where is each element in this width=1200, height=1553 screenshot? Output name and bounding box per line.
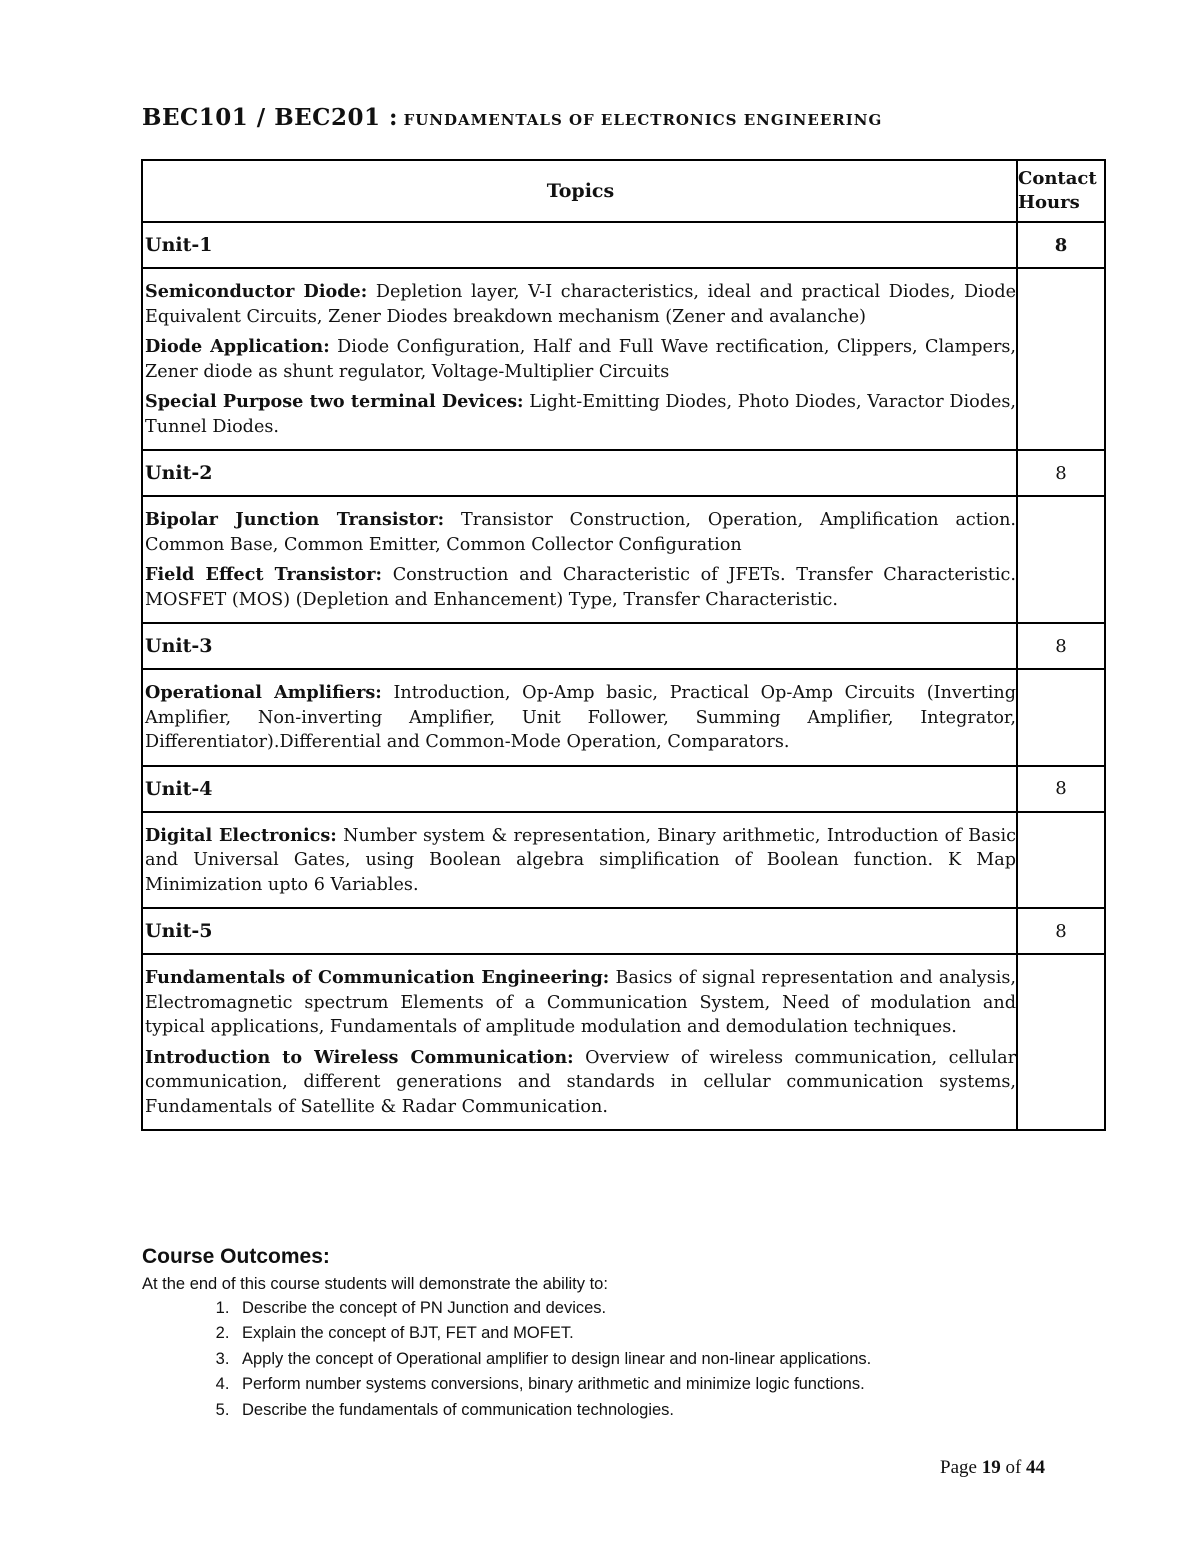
topic-text: Introduction, Op-Amp basic, Practical Op-Amp Circuits (Inverting Amplifier, Non-inverting Amplifier, Unit Follower, Summing Amplifier, Integrator, Differentiator).Differential and Common-Mode Operation, Comparators. <box>145 683 1016 752</box>
unit-topics-row <box>142 812 1105 909</box>
unit-row <box>142 623 1105 669</box>
page-title <box>142 104 882 131</box>
course-outcomes <box>142 1245 871 1423</box>
outcome-item: 4. Perform number systems conversions, binary arithmetic and minimize logic functions. <box>234 1372 871 1397</box>
topic-paragraph <box>145 508 1016 557</box>
outcome-item: 3. Apply the concept of Operational amplifier to design linear and non-linear applications. <box>234 1347 871 1372</box>
contact-hours-header <box>1017 160 1105 222</box>
unit-topics-hours-empty <box>1017 268 1105 450</box>
topic-text: Diode Configuration, Half and Full Wave rectification, Clippers, Clampers, Zener diode as shunt regulator, Voltage-Multiplier Circuits <box>145 337 1016 382</box>
topic-heading: Bipolar Junction Transistor: <box>145 509 445 530</box>
unit-label: Unit-1 <box>142 222 1017 268</box>
topics-header: Topics <box>142 160 1017 222</box>
unit-topics-cell <box>142 669 1017 766</box>
topic-paragraph <box>145 563 1016 612</box>
course-code: BEC101 / BEC201 : <box>142 104 398 131</box>
topic-paragraph <box>145 280 1016 329</box>
page-of: of <box>1005 1457 1022 1478</box>
unit-topics-cell <box>142 268 1017 450</box>
topic-text: Light-Emitting Diodes, Photo Diodes, Varactor Diodes, Tunnel Diodes. <box>145 392 1017 437</box>
unit-topics-row <box>142 954 1105 1130</box>
unit-label: Unit-5 <box>142 908 1017 954</box>
unit-topics-hours-empty <box>1017 954 1105 1130</box>
page-number <box>940 1457 1045 1479</box>
contact-hours-header-line1: Contact <box>1018 168 1097 189</box>
course-outcomes-list <box>142 1296 871 1423</box>
topic-text: Number system & representation, Binary arithmetic, Introduction of Basic and Universal Gates, using Boolean algebra simplification of Boolean function. K Map Minimization upto 6 Variables. <box>145 825 1017 895</box>
outcome-item: 5. Describe the fundamentals of communication technologies. <box>234 1398 871 1423</box>
topic-paragraph <box>145 824 1016 898</box>
unit-label: Unit-4 <box>142 766 1017 812</box>
topic-paragraph <box>145 681 1016 755</box>
topic-heading: Field Effect Transistor: <box>145 564 383 585</box>
topic-heading: Digital Electronics: <box>145 824 337 846</box>
topic-text: Depletion layer, V-I characteristics, ideal and practical Diodes, Diode Equivalent Circuits, Zener Diodes breakdown mechanism (Zener and avalanche) <box>145 282 1016 327</box>
contact-hours-header-line2: Hours <box>1018 192 1080 213</box>
unit-topics-row <box>142 669 1105 766</box>
topic-heading: Semiconductor Diode: <box>145 281 368 302</box>
syllabus-table <box>141 159 1106 1131</box>
unit-row <box>142 222 1105 268</box>
topic-paragraph <box>145 966 1016 1040</box>
course-title: FUNDAMENTALS OF ELECTRONICS ENGINEERING <box>403 111 883 129</box>
topic-text: Construction and Characteristic of JFETs. Transfer Characteristic. MOSFET (MOS) (Depletion and Enhancement) Type, Transfer Characteristic. <box>145 565 1016 610</box>
unit-hours: 8 <box>1017 222 1105 268</box>
unit-row <box>142 450 1105 496</box>
page-total: 44 <box>1026 1457 1046 1478</box>
unit-topics-cell <box>142 496 1017 623</box>
unit-topics-row <box>142 268 1105 450</box>
outcome-item: 2. Explain the concept of BJT, FET and MOFET. <box>234 1321 871 1346</box>
unit-topics-row <box>142 496 1105 623</box>
unit-label: Unit-2 <box>142 450 1017 496</box>
course-outcomes-heading: Course Outcomes: <box>142 1245 330 1268</box>
page-word: Page <box>940 1457 977 1478</box>
topic-heading: Special Purpose two terminal Devices: <box>145 391 524 412</box>
unit-topics-cell <box>142 954 1017 1130</box>
topic-heading: Diode Application: <box>145 336 330 357</box>
course-outcomes-intro: At the end of this course students will demonstrate the ability to: <box>142 1275 608 1293</box>
table-header-row <box>142 160 1105 222</box>
unit-row <box>142 908 1105 954</box>
topic-text: Basics of signal representation and analysis, Electromagnetic spectrum Elements of a Communication System, Need of modulation and typical applications, Fundamentals of amplitude modulation and demodulation techniques. <box>145 968 1016 1037</box>
unit-label: Unit-3 <box>142 623 1017 669</box>
outcome-item: 1. Describe the concept of PN Junction and devices. <box>234 1296 871 1321</box>
topic-text: Transistor Construction, Operation, Amplification action. Common Base, Common Emitter, Common Collector Configuration <box>145 510 1016 555</box>
unit-topics-hours-empty <box>1017 812 1105 909</box>
topic-heading: Fundamentals of Communication Engineering: <box>145 967 610 988</box>
topic-text: Overview of wireless communication, cellular communication, different generations and standards in cellular communication systems, Fundamentals of Satellite & Radar Communication. <box>145 1047 1016 1117</box>
topic-heading: Introduction to Wireless Communication: <box>145 1046 574 1068</box>
unit-topics-cell <box>142 812 1017 909</box>
unit-topics-hours-empty <box>1017 669 1105 766</box>
unit-hours: 8 <box>1017 766 1105 812</box>
unit-hours: 8 <box>1017 450 1105 496</box>
topic-heading: Operational Amplifiers: <box>145 682 382 703</box>
unit-row <box>142 766 1105 812</box>
topic-paragraph <box>145 390 1016 439</box>
page-current: 19 <box>981 1457 1001 1478</box>
unit-hours: 8 <box>1017 908 1105 954</box>
unit-topics-hours-empty <box>1017 496 1105 623</box>
topic-paragraph <box>145 335 1016 384</box>
unit-hours: 8 <box>1017 623 1105 669</box>
topic-paragraph <box>145 1046 1016 1120</box>
